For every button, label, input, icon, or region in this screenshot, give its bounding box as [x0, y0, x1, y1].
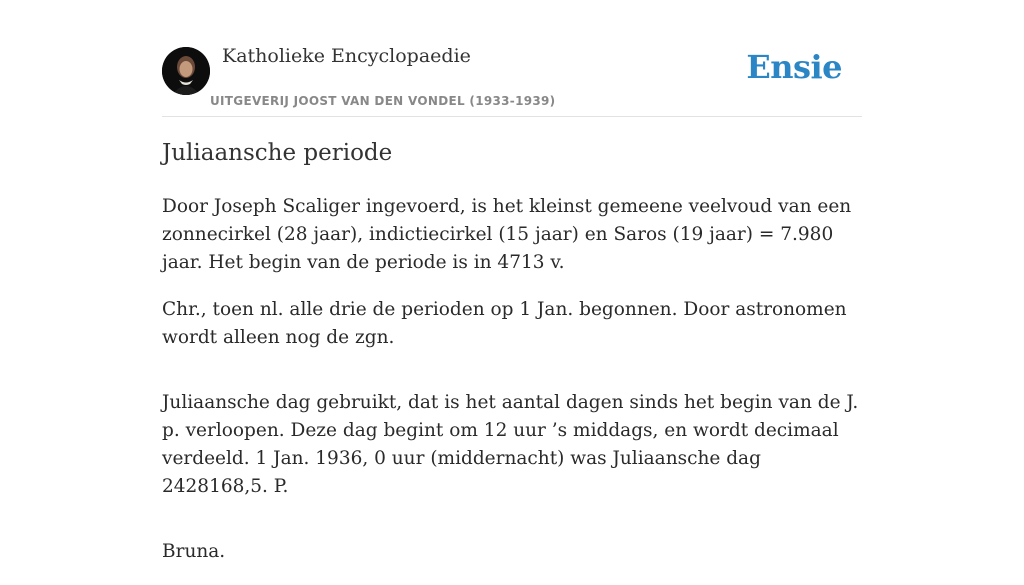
article-paragraph: Juliaansche dag gebruikt, dat is het aantal dagen sinds het begin van de J. p. verloopen. Deze dag begint om 12 uur ’s middags, en wordt decimaal verdeeld. 1 Jan. 1936, 0 uur (middernacht) was Juliaansche dag 2428168,5. P.: [162, 392, 859, 497]
page-content: [162, 0, 862, 562]
ensie-logo[interactable]: Ensie: [746, 48, 842, 86]
article-paragraph: Bruna.: [162, 541, 226, 562]
source-header: [162, 0, 862, 117]
article-body: [162, 193, 862, 585]
article-title: Juliaansche periode: [162, 140, 393, 166]
article-paragraph: Chr., toen nl. alle drie de perioden op 1 Jan. begonnen. Door astronomen wordt alleen nog de zgn.: [162, 299, 847, 348]
portrait-icon[interactable]: [162, 47, 210, 95]
article-paragraph: Door Joseph Scaliger ingevoerd, is het kleinst gemeene veelvoud van een zonnecirkel (28 jaar), indictiecirkel (15 jaar) en Saros (19 jaar) = 7.980 jaar. Het begin van de periode is in 4713 v.: [162, 196, 852, 273]
publisher-label: UITGEVERIJ JOOST VAN DEN VONDEL (1933-1939): [210, 94, 556, 108]
source-title[interactable]: Katholieke Encyclopaedie: [222, 45, 471, 67]
